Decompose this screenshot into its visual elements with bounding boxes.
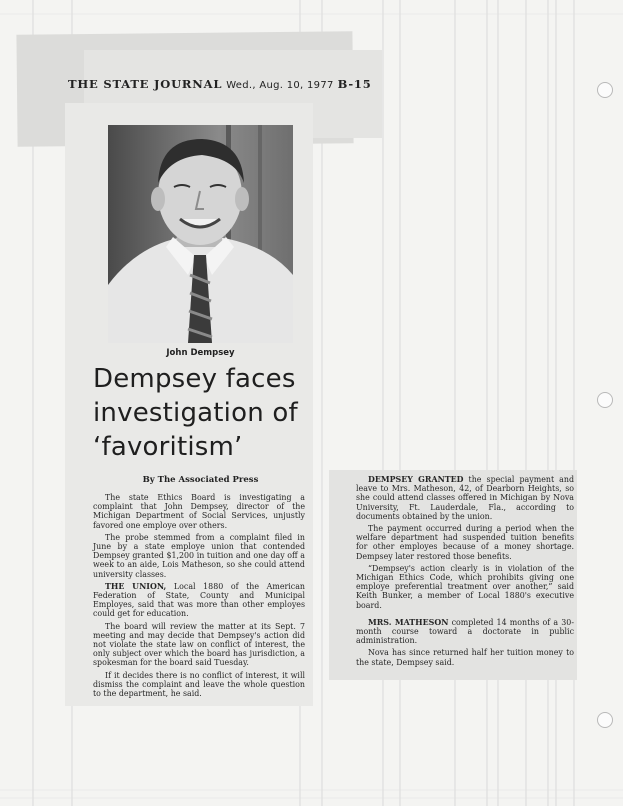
article-paragraph: The payment occurred during a period when the welfare department had suspended tuition benefits for other employes because of a money shortage. Dempsey later restored those benefits. bbox=[356, 524, 574, 561]
article-paragraph: If it decides there is no conflict of interest, it will dismiss the complaint and leave the whole question to the department, he said. bbox=[93, 670, 305, 699]
article-left-column bbox=[93, 493, 305, 701]
article-paragraph bbox=[356, 618, 574, 646]
binder-hole-middle bbox=[597, 392, 613, 408]
article-paragraph: The board will review the matter at its Sept. 7 meeting and may decide that Dempsey's action did not violate the state law on conflict of interest, the only subject over which the board has jurisdiction, a spokesman for the board said Tuesday. bbox=[93, 621, 305, 668]
paragraph-text: Local 1880 of the American Federation of State, County and Municipal Employes, said that was more than other employes could get for education. bbox=[93, 581, 305, 619]
article-right-column bbox=[356, 475, 574, 670]
paragraph-lead: DEMPSEY GRANTED bbox=[368, 475, 464, 484]
article-paragraph: The probe stemmed from a complaint filed in June by a state employe union that contended Dempsey granted $1,200 in tuition and one day off a week to an aide, Lois Matheson, so she could attend university classes. bbox=[93, 532, 305, 579]
paragraph-lead: THE UNION, bbox=[105, 581, 167, 591]
page-number: B-15 bbox=[337, 77, 372, 91]
paragraph-lead: MRS. MATHESON bbox=[368, 617, 449, 627]
paragraph-text: completed 14 months of a 30-month course toward a doctorate in public administration. bbox=[356, 617, 574, 646]
binder-hole-bottom bbox=[597, 712, 613, 728]
masthead bbox=[68, 77, 372, 91]
dempsey-photo bbox=[108, 125, 293, 343]
article-paragraph bbox=[93, 582, 305, 619]
binder-hole-top bbox=[597, 82, 613, 98]
headline: Dempsey faces investigation of ‘favoritism’ bbox=[93, 364, 298, 462]
photo-caption: John Dempsey bbox=[166, 348, 235, 358]
article-paragraph bbox=[356, 475, 574, 521]
paragraph-text: the special payment and leave to Mrs. Matheson, 42, of Dearborn Heights, so she could attend classes offered in Michigan by Nova University, Ft. Lauderdale, Fla., according to documents obtained by the union. bbox=[356, 475, 574, 521]
portrait-illustration bbox=[108, 125, 293, 343]
article-paragraph: “Dempsey's action clearly is in violation of the Michigan Ethics Code, which prohibits giving one employe preferential treatment over another,” said Keith Bunker, a member of Local 1880's executive board. bbox=[356, 563, 574, 610]
article-paragraph: Nova has since returned half her tuition money to the state, Dempsey said. bbox=[356, 648, 574, 667]
paper-name: THE STATE JOURNAL bbox=[68, 77, 223, 91]
issue-date: Wed., Aug. 10, 1977 bbox=[226, 80, 334, 91]
byline: By The Associated Press bbox=[142, 475, 259, 485]
article-paragraph: The state Ethics Board is investigating a complaint that John Dempsey, director of the Michigan Department of Social Services, unjustly favored one employe over others. bbox=[93, 493, 305, 530]
